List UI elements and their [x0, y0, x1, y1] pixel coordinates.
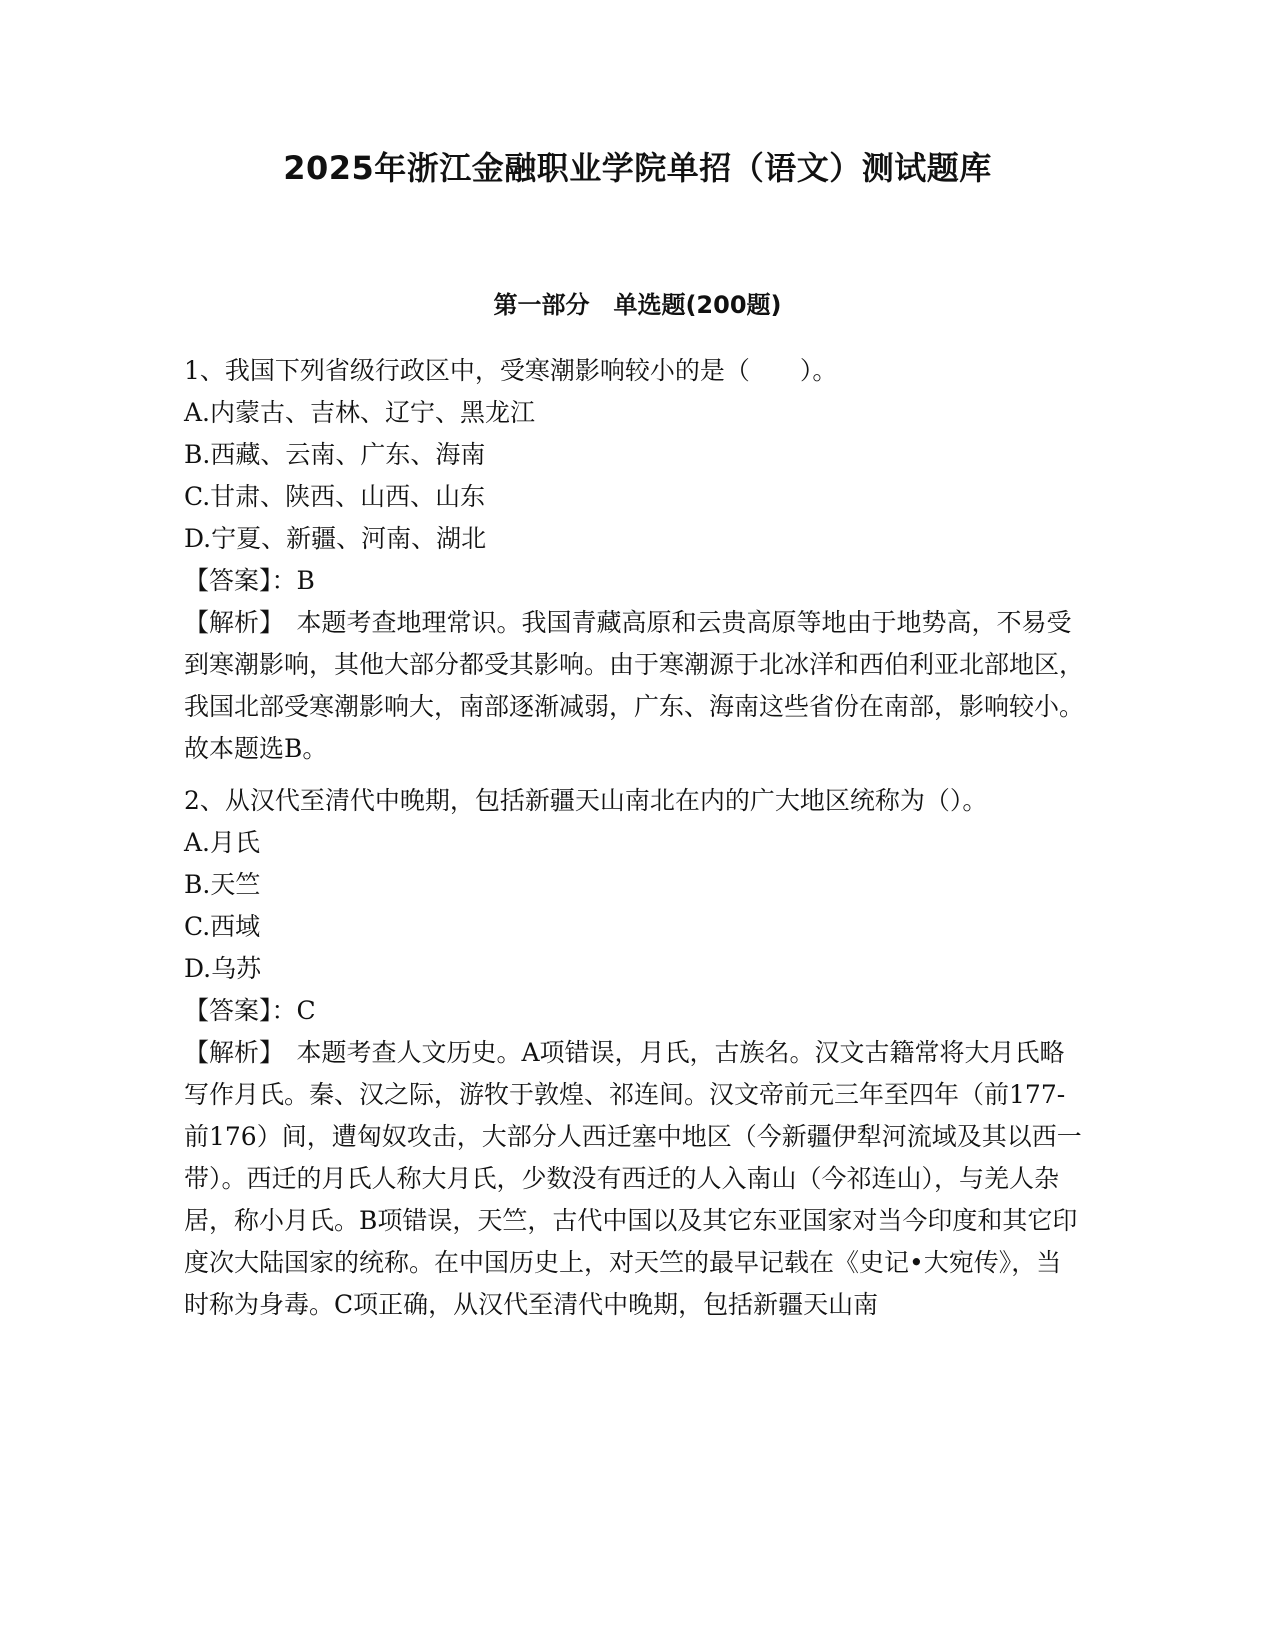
question-2-option-c: C.西域	[184, 912, 261, 941]
question-1-option-b: B.西藏、云南、广东、海南	[184, 440, 486, 469]
question-1-answer: 【答案】：B	[184, 566, 315, 595]
question-1-option-c: C.甘肃、陕西、山西、山东	[184, 482, 486, 511]
question-divider	[184, 770, 1084, 780]
question-list	[184, 350, 1084, 1326]
question-1-stem: 1、我国下列省级行政区中，受寒潮影响较小的是（ ）。	[184, 356, 838, 385]
question-2	[184, 780, 1084, 1326]
question-1	[184, 350, 1084, 770]
question-2-option-d: D.乌苏	[184, 954, 262, 983]
question-2-analysis: 【解析】 本题考查人文历史。A项错误，月氏，古族名。汉文古籍常将大月氏略写作月氏。秦、汉之际，游牧于敦煌、祁连间。汉文帝前元三年至四年（前177-前176）间，遭匈奴攻击，大部分人西迁塞中地区（今新疆伊犁河流域及其以西一带）。西迁的月氏人称大月氏，少数没有西迁的人入南山（今祁连山），与羌人杂居，称小月氏。B项错误，天竺，古代中国以及其它东亚国家对当今印度和其它印度次大陆国家的统称。在中国历史上，对天竺的最早记载在《史记•大宛传》，当时称为身毒。C项正确，从汉代至清代中晚期，包括新疆天山南	[184, 1038, 1082, 1319]
question-2-option-b: B.天竺	[184, 870, 261, 899]
question-1-option-a: A.内蒙古、吉林、辽宁、黑龙江	[184, 398, 536, 427]
section-heading: 第一部分 单选题(200题)	[493, 291, 782, 319]
question-1-analysis: 【解析】 本题考查地理常识。我国青藏高原和云贵高原等地由于地势高，不易受到寒潮影响，其他大部分都受其影响。由于寒潮源于北冰洋和西伯利亚北部地区，我国北部受寒潮影响大，南部逐渐减弱，广东、海南这些省份在南部，影响较小。故本题选B。	[184, 608, 1085, 763]
question-2-option-a: A.月氏	[184, 828, 261, 857]
question-2-stem: 2、从汉代至清代中晚期，包括新疆天山南北在内的广大地区统称为（）。	[184, 786, 988, 815]
question-1-option-d: D.宁夏、新疆、河南、湖北	[184, 524, 487, 553]
question-2-answer: 【答案】：C	[184, 996, 316, 1025]
document-title: 2025年浙江金融职业学院单招（语文）测试题库	[283, 149, 992, 187]
